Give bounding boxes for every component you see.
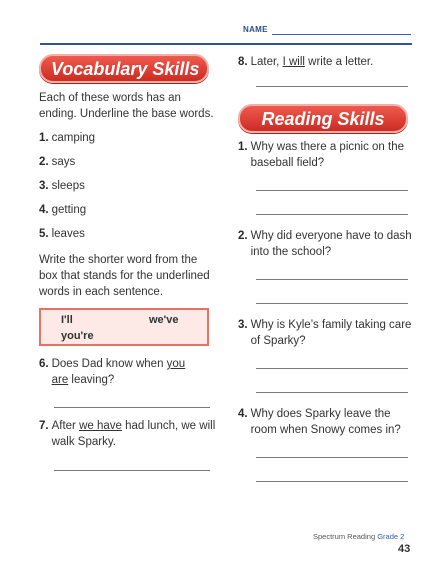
- question-number: 1.: [238, 141, 248, 153]
- question-number: 7.: [39, 420, 49, 432]
- grade-label: Grade 2: [377, 532, 405, 541]
- vocabulary-title: Vocabulary Skills: [39, 54, 209, 83]
- question-text: [52, 418, 219, 450]
- answer-line[interactable]: [256, 279, 408, 280]
- word-box-word: you're: [61, 330, 94, 342]
- item-number: 1.: [39, 132, 49, 144]
- underlined-word: we have: [79, 420, 122, 432]
- header-rule: [40, 43, 412, 45]
- page-number: 43: [398, 543, 411, 555]
- answer-line[interactable]: [256, 86, 408, 87]
- text-part: After: [51, 420, 80, 432]
- underlined-word: are: [51, 374, 69, 386]
- answer-line[interactable]: [256, 190, 408, 191]
- answer-line[interactable]: [256, 457, 408, 458]
- answer-line[interactable]: [256, 481, 408, 482]
- question-6: [39, 356, 219, 388]
- item-number: 4.: [39, 204, 49, 216]
- reading-question: [238, 228, 413, 260]
- text-part: Does Dad know when: [51, 358, 167, 370]
- question-8: [238, 54, 413, 70]
- reading-title: Reading Skills: [238, 104, 408, 133]
- list-item: [39, 154, 219, 178]
- question-number: 3.: [238, 319, 248, 331]
- series-name: Spectrum Reading: [313, 532, 378, 541]
- reading-question: [238, 406, 413, 438]
- list-item: [39, 202, 219, 226]
- item-word[interactable]: sleeps: [51, 180, 85, 192]
- list-item: [39, 178, 219, 202]
- answer-line[interactable]: [54, 407, 210, 408]
- item-number: 2.: [39, 156, 49, 168]
- underlined-word: you: [166, 358, 186, 370]
- reading-question: [238, 139, 413, 171]
- answer-line[interactable]: [256, 368, 408, 369]
- text-part: Later,: [250, 56, 283, 68]
- item-word[interactable]: getting: [51, 204, 87, 216]
- question-text: Why was there a picnic on the baseball field?: [250, 141, 405, 169]
- list-item: [39, 226, 219, 250]
- item-number: 3.: [39, 180, 49, 192]
- text-part: leaving?: [68, 374, 115, 386]
- name-label: NAME: [243, 25, 268, 34]
- question-number: 4.: [238, 408, 248, 420]
- question-number: 8.: [238, 56, 248, 68]
- word-box-word: we've: [149, 314, 179, 326]
- question-number: 6.: [39, 358, 49, 370]
- answer-line[interactable]: [54, 470, 210, 471]
- text-part: write a letter.: [304, 56, 374, 68]
- answer-line[interactable]: [256, 214, 408, 215]
- question-7: [39, 418, 219, 450]
- name-field[interactable]: [272, 34, 411, 35]
- answer-line[interactable]: [256, 303, 408, 304]
- question-number: 2.: [238, 230, 248, 242]
- question-text: [52, 356, 186, 388]
- item-word[interactable]: camping: [51, 132, 96, 144]
- question-text: Why did everyone have to dash into the school?: [250, 230, 412, 258]
- vocabulary-instructions: Each of these words has an ending. Underline the base words.: [39, 92, 214, 120]
- base-word-list: [39, 130, 219, 250]
- question-text: Why does Sparky leave the room when Snowy comes in?: [250, 408, 401, 436]
- text-part: had lunch, we will walk Sparky.: [51, 420, 216, 448]
- answer-line[interactable]: [256, 392, 408, 393]
- question-text: Why is Kyle’s family taking care of Sparky?: [250, 319, 412, 347]
- right-column: [238, 54, 413, 482]
- word-box-instructions: Write the shorter word from the box that stands for the underlined words in each sentence.: [39, 254, 210, 298]
- word-box-word: I'll: [61, 314, 73, 326]
- item-word[interactable]: says: [51, 156, 76, 168]
- vocabulary-section: [39, 54, 219, 471]
- item-word[interactable]: leaves: [51, 228, 85, 240]
- item-number: 5.: [39, 228, 49, 240]
- reading-question: [238, 317, 413, 349]
- underlined-word: I will: [282, 56, 305, 68]
- list-item: [39, 130, 219, 154]
- word-box: [39, 308, 209, 346]
- footer-series: [313, 532, 404, 541]
- reading-questions: [238, 139, 413, 482]
